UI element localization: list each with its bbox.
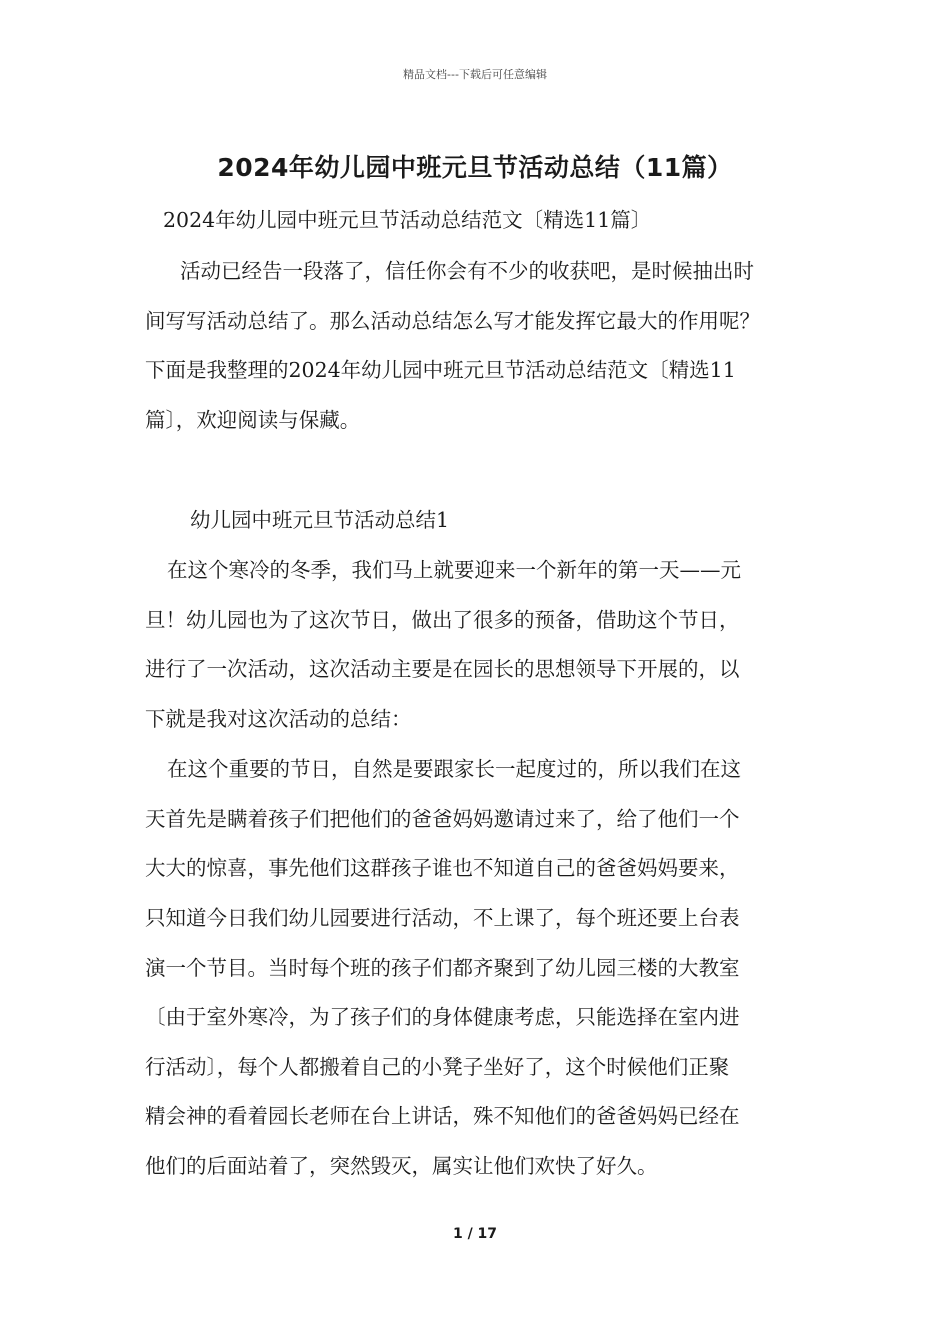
paragraph-line: 天首先是瞒着孩子们把他们的爸爸妈妈邀请过来了，给了他们一个 [145, 807, 740, 831]
paragraph-line: 演一个节目。当时每个班的孩子们都齐聚到了幼儿园三楼的大教室 [145, 956, 740, 980]
paragraph-line: 他们的后面站着了，突然毁灭，属实让他们欢快了好久。 [145, 1154, 658, 1178]
paragraph-line: 大大的惊喜，事先他们这群孩子谁也不知道自己的爸爸妈妈要来， [145, 856, 740, 880]
paragraph-line: 〔由于室外寒冷，为了孩子们的身体健康考虑，只能选择在室内进 [145, 1005, 740, 1029]
paragraph-line: 在这个寒冷的冬季，我们马上就要迎来一个新年的第一天——元 [167, 558, 741, 582]
paragraph-line: 行活动〕，每个人都搬着自己的小凳子坐好了，这个时候他们正聚 [145, 1055, 730, 1079]
paragraph-line: 在这个重要的节日，自然是要跟家长一起度过的，所以我们在这 [167, 757, 741, 781]
header-note: 精品文档---下载后可任意编辑 [403, 68, 547, 81]
section-heading: 幼儿园中班元旦节活动总结1 [190, 508, 450, 532]
intro-line: 间写写活动总结了。那么活动总结怎么写才能发挥它最大的作用呢？ [145, 309, 760, 333]
page-number: 1 / 17 [452, 1226, 498, 1242]
intro-line: 下面是我整理的2024年幼儿园中班元旦节活动总结范文〔精选11 [145, 358, 736, 382]
document-subtitle: 2024年幼儿园中班元旦节活动总结范文〔精选11篇〕 [163, 208, 652, 232]
paragraph-line: 旦！幼儿园也为了这次节日，做出了很多的预备，借助这个节日， [145, 608, 740, 632]
intro-line: 活动已经告一段落了，信任你会有不少的收获吧，是时候抽出时 [180, 259, 754, 283]
paragraph-line: 下就是我对这次活动的总结： [145, 707, 412, 731]
paragraph-line: 精会神的看着园长老师在台上讲话，殊不知他们的爸爸妈妈已经在 [145, 1104, 740, 1128]
intro-line: 篇〕，欢迎阅读与保藏。 [145, 408, 361, 432]
document-title: 2024年幼儿园中班元旦节活动总结（11篇） [217, 153, 733, 182]
paragraph-line: 进行了一次活动，这次活动主要是在园长的思想领导下开展的，以 [145, 657, 740, 681]
paragraph-line: 只知道今日我们幼儿园要进行活动，不上课了，每个班还要上台表 [145, 906, 740, 930]
